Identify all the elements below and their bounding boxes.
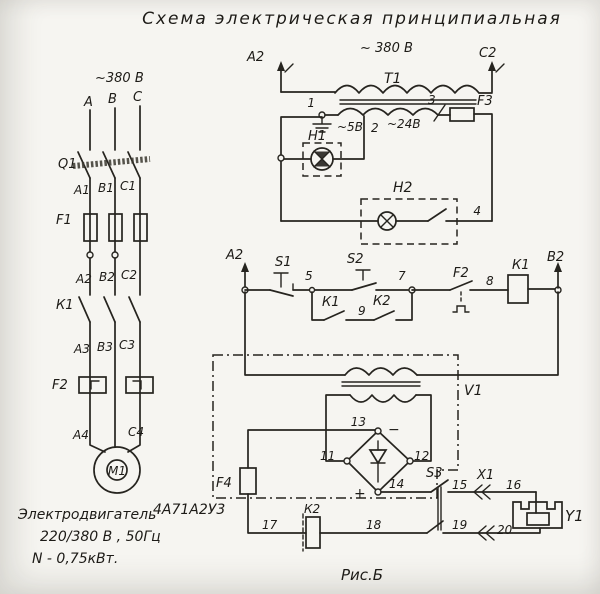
- label-terminal-20: 20: [497, 523, 513, 537]
- button-s2: [352, 270, 376, 290]
- junction-a2: [87, 252, 93, 258]
- label-f3: F3: [477, 94, 493, 109]
- label-terminal-11: 11: [320, 449, 336, 463]
- connector-x1: [474, 485, 494, 540]
- label-h1: Н1: [308, 129, 327, 144]
- relay-coil-k1: [508, 275, 528, 303]
- arrowhead-a2: [277, 61, 285, 71]
- wire-minus: [248, 430, 375, 468]
- arrowhead-ctrl-a2: [241, 262, 249, 272]
- label-k1-contact: К1: [322, 295, 340, 310]
- chuck-y1: [513, 492, 562, 528]
- fuse-f4: [240, 468, 256, 494]
- page-title: Схема электрическая принципиальная: [142, 9, 562, 29]
- label-lamp-c2: С2: [479, 46, 497, 61]
- label-phase-b: В: [108, 92, 117, 107]
- label-terminal-1: 1: [307, 96, 315, 110]
- label-k1-main: К1: [56, 298, 74, 313]
- label-b1: В1: [98, 181, 114, 195]
- label-terminal-4: 4: [473, 204, 481, 218]
- junction-b2: [112, 252, 118, 258]
- relay-coil-k2: [306, 517, 320, 548]
- lamp-circuit: [246, 41, 504, 244]
- label-k1-coil: К1: [512, 258, 530, 273]
- label-terminal-9: 9: [358, 304, 366, 318]
- contactor-k1-contacts: [79, 297, 140, 322]
- label-terminal-18: 18: [366, 518, 382, 532]
- label-ctrl-a2: А2: [226, 248, 244, 263]
- motor-info-type: 4А71А2У3: [153, 502, 226, 518]
- label-b2: В2: [99, 270, 115, 284]
- label-x1: X1: [477, 468, 495, 483]
- label-lamp-voltage: ~ 380 В: [360, 41, 413, 56]
- label-terminal-14: 14: [389, 477, 405, 491]
- label-s1: S1: [275, 255, 292, 270]
- motor-m1: [94, 447, 140, 493]
- label-c3: С3: [119, 338, 136, 352]
- label-ctrl-f2: F2: [453, 266, 469, 281]
- label-terminal-17: 17: [262, 518, 278, 532]
- label-m1: М1: [108, 464, 126, 478]
- label-terminal-7: 7: [398, 269, 406, 283]
- arrow-tick-a2: [285, 64, 293, 72]
- junction-h1: [278, 155, 284, 161]
- breaker-q1: [73, 152, 150, 178]
- label-v1: V1: [464, 383, 483, 399]
- label-plus: +: [354, 486, 366, 502]
- label-phase-a: А: [84, 95, 93, 110]
- contact-f2-thermal: [450, 281, 472, 312]
- arrowhead-c2: [488, 61, 496, 71]
- unit-v1-boundary: [213, 355, 458, 498]
- label-k2-contact: К2: [373, 294, 391, 309]
- label-t1: Т1: [384, 71, 402, 87]
- label-minus: −: [388, 422, 400, 438]
- label-left-voltage: ~380 В: [95, 71, 144, 86]
- label-y1: Y1: [565, 507, 584, 525]
- label-s3: S3: [426, 466, 443, 481]
- label-terminal-5: 5: [305, 269, 313, 283]
- label-terminal-16: 16: [506, 478, 522, 492]
- label-k2-coil: К2: [304, 502, 321, 516]
- label-a2: А2: [76, 272, 92, 286]
- motor-info-power: N - 0,75кВт.: [32, 551, 119, 567]
- label-h2: Н2: [393, 180, 413, 196]
- label-terminal-2: 2: [371, 121, 379, 135]
- arrow-tick-c2: [496, 64, 504, 72]
- motor-info-rating: 220/380 В , 50Гц: [40, 529, 161, 545]
- label-terminal-3: 3: [428, 93, 436, 107]
- label-5v: ~5В: [337, 120, 363, 134]
- lamp-h2: [281, 199, 492, 244]
- label-a3: А3: [74, 342, 90, 356]
- label-24v: ~24В: [387, 117, 421, 131]
- rectifier-section: [213, 292, 584, 551]
- motor-power-circuit: [52, 71, 153, 493]
- figure-caption: Рис.Б: [340, 566, 384, 584]
- label-b3: В3: [97, 340, 113, 354]
- label-c4: С4: [128, 425, 145, 439]
- label-f2-main: F2: [52, 378, 68, 393]
- phase-wires-top: [90, 106, 140, 150]
- fuse-f3: [450, 108, 474, 121]
- motor-info-name: Электродвигатель: [18, 507, 157, 523]
- control-circuit: [225, 248, 564, 320]
- label-a4: А4: [73, 428, 89, 442]
- label-terminal-12: 12: [414, 449, 430, 463]
- label-f1: F1: [56, 213, 72, 228]
- label-terminal-15: 15: [452, 478, 468, 492]
- label-c1: С1: [120, 179, 137, 193]
- label-c2: С2: [121, 268, 138, 282]
- wire-dc-right-feed: [417, 292, 558, 375]
- label-q1: Q1: [58, 157, 77, 172]
- label-f4: F4: [216, 476, 232, 491]
- label-terminal-8: 8: [486, 274, 494, 288]
- label-lamp-a2: А2: [247, 50, 265, 65]
- label-phase-c: С: [133, 90, 143, 105]
- label-terminal-13: 13: [350, 415, 366, 429]
- label-ctrl-b2: В2: [547, 250, 565, 265]
- label-s2: S2: [347, 252, 364, 267]
- label-a1: А1: [74, 183, 90, 197]
- label-terminal-19: 19: [452, 518, 468, 532]
- button-s1: [270, 273, 293, 296]
